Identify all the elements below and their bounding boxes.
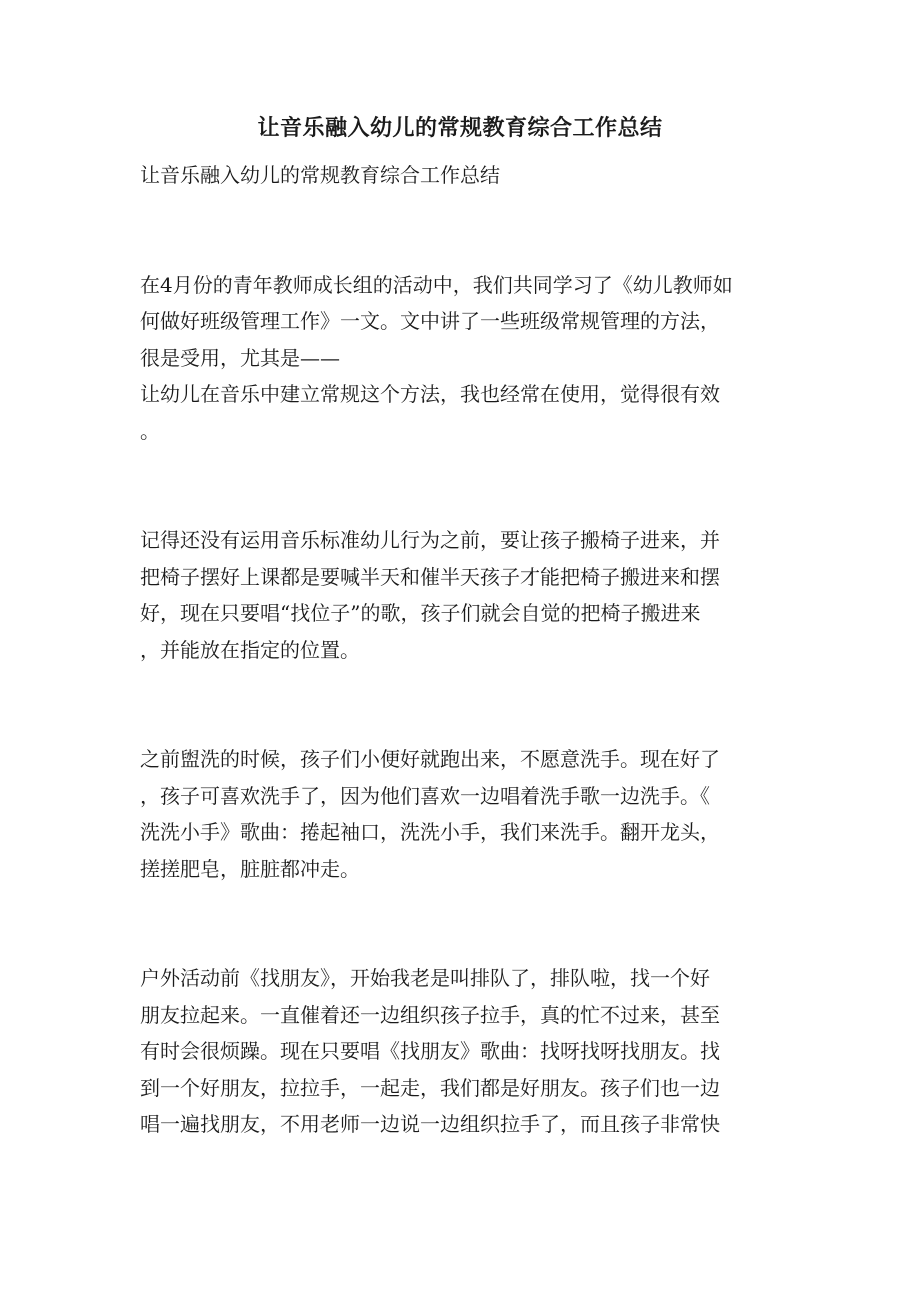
document-title: 让音乐融入幼儿的常规教育综合工作总结 — [257, 115, 663, 141]
text-line: 。 — [140, 418, 160, 443]
text-line: 记得还没有运用音乐标准幼儿行为之前，要让孩子搬椅子进来，并 — [140, 528, 720, 552]
text-line: 很是受用，尤其是—— — [140, 345, 340, 370]
paragraph — [140, 522, 780, 668]
paragraph-spacer — [140, 924, 780, 961]
paragraph — [140, 741, 780, 887]
document-body — [140, 157, 780, 1143]
text-line: 户外活动前《找朋友》，开始我老是叫排队了，排队啦，找一个好 — [140, 966, 710, 990]
text-line: 之前盥洗的时候，孩子们小便好就跑出来，不愿意洗手。现在好了 — [140, 747, 720, 771]
paragraph-spacer — [140, 668, 780, 705]
paragraph — [140, 960, 780, 1143]
text-line: 有时会很烦躁。现在只要唱《找朋友》歌曲：找呀找呀找朋友。找 — [140, 1039, 720, 1063]
text-line: 好，现在只要唱“找位子”的歌，孩子们就会自觉的把椅子搬进来 — [140, 601, 701, 625]
text-line: 搓搓肥皂，脏脏都冲走。 — [140, 856, 360, 881]
paragraph-spacer — [140, 705, 780, 742]
paragraph-spacer — [140, 449, 780, 486]
paragraph-spacer — [140, 194, 780, 231]
paragraph-spacer — [140, 230, 780, 267]
text-line: ，并能放在指定的位置。 — [140, 637, 360, 662]
text-line: 让幼儿在音乐中建立常规这个方法，我也经常在使用，觉得很有效 — [140, 382, 720, 406]
paragraph-spacer — [140, 887, 780, 924]
document-subtitle: 让音乐融入幼儿的常规教育综合工作总结 — [140, 163, 500, 187]
text-line: 把椅子摆好上课都是要喊半天和催半天孩子才能把椅子搬进来和摆 — [140, 564, 720, 589]
text-line: ，孩子可喜欢洗手了，因为他们喜欢一边唱着洗手歌一边洗手。《 — [140, 783, 710, 808]
text-line: 洗洗小手》歌曲：捲起袖口，洗洗小手，我们来洗手。翻开龙头， — [140, 820, 720, 844]
paragraph-spacer — [140, 486, 780, 523]
text-line: 在4月份的青年教师成长组的活动中，我们共同学习了《幼儿教师如 — [140, 272, 733, 297]
text-line: 到一个好朋友，拉拉手，一起走，我们都是好朋友。孩子们也一边 — [140, 1075, 720, 1100]
text-line: 朋友拉起来。一直催着还一边组织孩子拉手，真的忙不过来，甚至 — [140, 1002, 720, 1027]
paragraph — [140, 267, 780, 450]
text-line: 唱一遍找朋友，不用老师一边说一边组织拉手了，而且孩子非常快 — [140, 1112, 720, 1136]
text-line: 何做好班级管理工作》一文。文中讲了一些班级常规管理的方法， — [140, 309, 720, 333]
